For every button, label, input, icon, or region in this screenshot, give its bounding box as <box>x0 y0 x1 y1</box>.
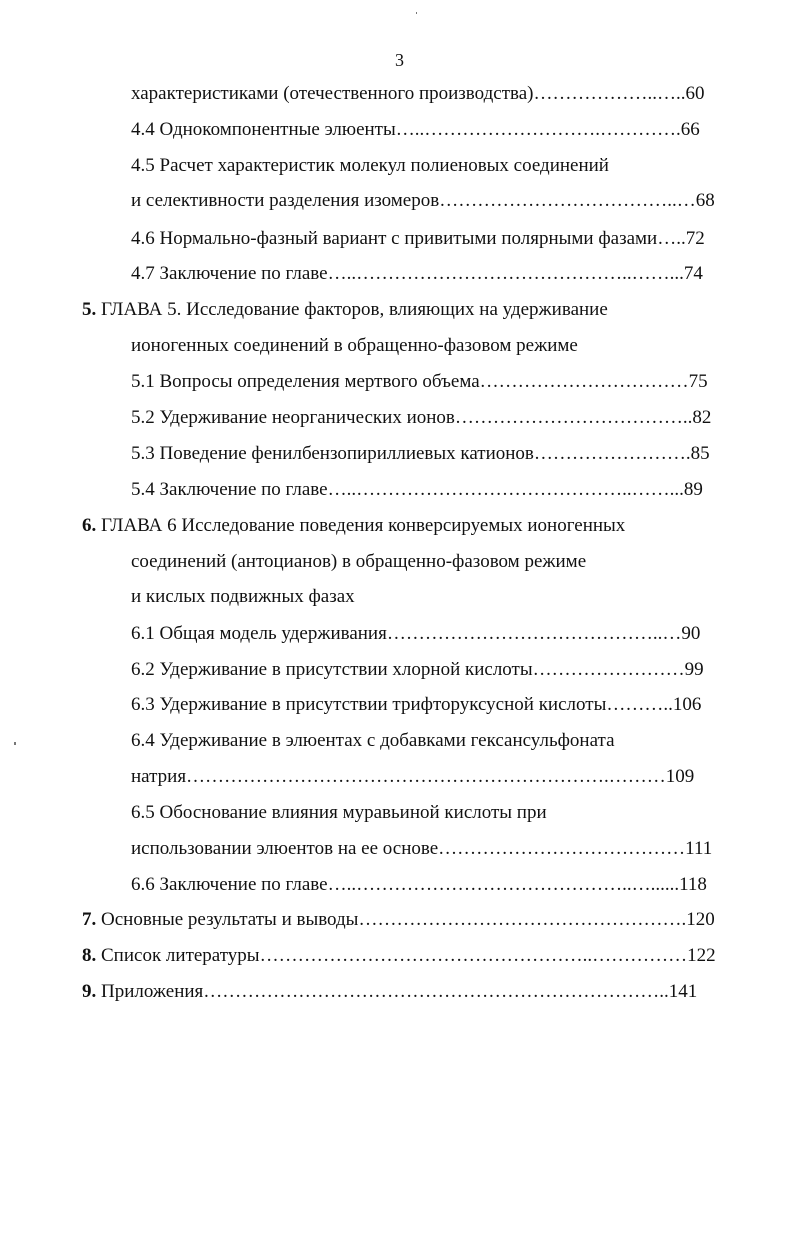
scan-speck <box>14 742 16 745</box>
toc-line: 4.5 Расчет характеристик молекул полиеновых соединений <box>131 155 609 176</box>
toc-line: 6.2 Удерживание в присутствии хлорной кислоты……………………99 <box>131 659 704 680</box>
toc-line: 5.4 Заключение по главе…..……………………………………..……...89 <box>131 479 703 500</box>
toc-chapter-title: Основные результаты и выводы…………………………………………….120 <box>96 909 715 930</box>
toc-line: натрия………………………………………………………….………109 <box>131 766 695 787</box>
toc-line: ионогенных соединений в обращенно-фазовом режиме <box>131 335 578 356</box>
toc-chapter <box>82 908 715 932</box>
toc-chapter <box>82 514 625 538</box>
toc-chapter-title: Список литературы……………………………………………..……………122 <box>96 945 716 966</box>
toc-line: и селективности разделения изомеров………………………………..…68 <box>131 190 715 211</box>
toc-line: 6.6 Заключение по главе…..……………………………………..…......118 <box>131 874 707 895</box>
toc-chapter-title: Приложения………………………………………………………………..141 <box>96 981 698 1002</box>
toc-line: 5.1 Вопросы определения мертвого объема……………………………75 <box>131 371 708 392</box>
toc-chapter-number: 7. <box>82 909 97 930</box>
toc-line: 4.4 Однокомпонентные элюенты…..……………………….………….66 <box>131 119 700 140</box>
toc-line: 6.3 Удерживание в присутствии трифторуксусной кислоты………..106 <box>131 694 702 715</box>
toc-chapter-title: ГЛАВА 5. Исследование факторов, влияющих на удерживание <box>96 299 608 320</box>
toc-line: 5.2 Удерживание неорганических ионов………………………………..82 <box>131 407 712 428</box>
toc-chapter-number: 6. <box>82 515 97 536</box>
toc-line: характеристиками (отечественного производства)………………..…..60 <box>131 83 705 104</box>
toc-line: 6.5 Обоснование влияния муравьиной кислоты при <box>131 802 547 823</box>
toc-chapter <box>82 944 716 968</box>
toc-line: 4.6 Нормально-фазный вариант с привитыми полярными фазами…..72 <box>131 228 705 249</box>
toc-line: использовании элюентов на ее основе…………………………………111 <box>131 838 713 859</box>
toc-chapter <box>82 980 697 1004</box>
toc-chapter-number: 9. <box>82 981 97 1002</box>
toc-line: соединений (антоцианов) в обращенно-фазовом режиме <box>131 551 587 572</box>
scan-speck <box>416 12 417 14</box>
toc-chapter-title: ГЛАВА 6 Исследование поведения конверсируемых ионогенных <box>96 515 626 536</box>
toc-line: 6.4 Удерживание в элюентах с добавками гексансульфоната <box>131 730 615 751</box>
page-number: 3 <box>395 50 404 70</box>
toc-line: 5.3 Поведение фенилбензопириллиевых катионов…………………….85 <box>131 443 710 464</box>
toc-line: 6.1 Общая модель удерживания……………………………………..…90 <box>131 623 701 644</box>
toc-chapter <box>82 298 608 322</box>
toc-chapter-number: 5. <box>82 299 97 320</box>
toc-chapter-number: 8. <box>82 945 97 966</box>
toc-line: 4.7 Заключение по главе…..……………………………………..……...74 <box>131 263 703 284</box>
toc-line: и кислых подвижных фазах <box>131 586 355 607</box>
